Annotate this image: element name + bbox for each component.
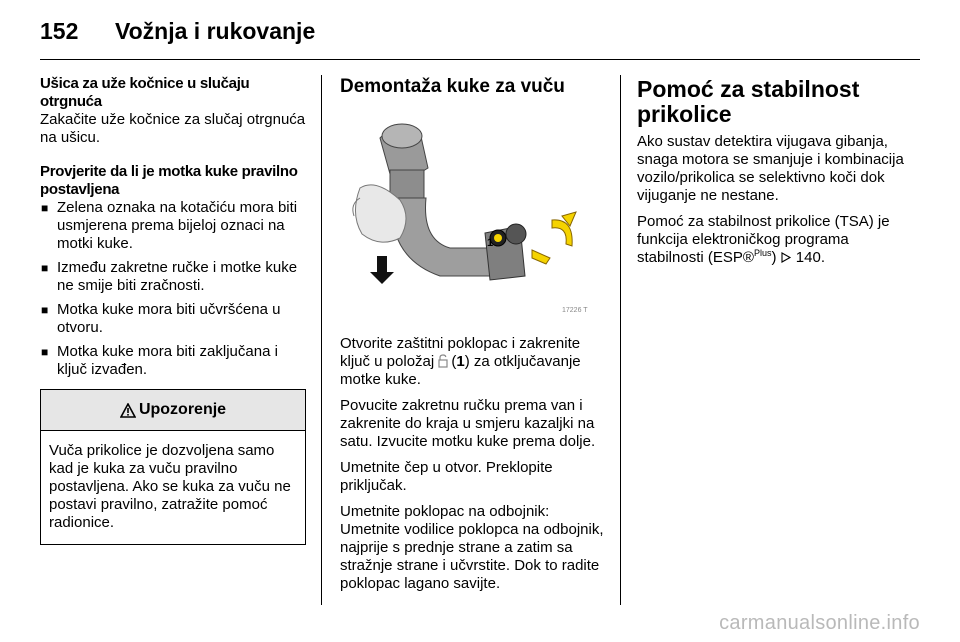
list-item: ■ Zelena oznaka na kotačiću mora biti usmjerena prema bijeloj oznaci na motki kuke. — [41, 199, 298, 252]
watermark: carmanualsonline.info — [719, 612, 920, 634]
page-number: 152 — [40, 18, 79, 44]
warning-text: Vuča prikolice je dozvoljena samo kad je kuka za vuču pravilno postavljena. Ako se kuka za vuču ne postavi pravilno, zatražite pomoć radionice. — [49, 442, 291, 531]
removal-step-1: Otvorite zaštitni poklopac i zakrenite ključ u položaj (1) za otključavanje motke kuke. — [340, 335, 581, 388]
bullet-square-icon: ■ — [41, 201, 49, 215]
column-middle — [340, 75, 606, 601]
list-item: ■ Motka kuke mora biti učvršćena u otvoru. — [41, 301, 281, 336]
list-item: ■ Motka kuke mora biti zaključana i ključ izvađen. — [41, 343, 278, 378]
unlock-icon — [438, 354, 448, 368]
check-heading: Provjerite da li je motka kuke pravilno postavljena — [40, 163, 298, 198]
towbar-illustration — [340, 108, 606, 318]
page-reference-link[interactable]: 140. — [795, 249, 825, 266]
check-list — [40, 199, 306, 379]
warning-header — [41, 390, 305, 431]
eye-heading: Ušica za uže kočnice u slučaju otrgnuća — [40, 75, 250, 110]
figure-callout: 1 — [487, 237, 494, 249]
tsa-title: Pomoć za stabilnost prikolice — [637, 76, 860, 127]
column-divider-1 — [321, 75, 322, 605]
bullet-square-icon: ■ — [41, 345, 49, 359]
warning-title: Upozorenje — [138, 401, 227, 418]
warning-box — [40, 389, 306, 545]
bullet-square-icon: ■ — [41, 303, 49, 317]
column-left — [40, 75, 306, 545]
page-reference-icon — [781, 252, 792, 263]
removal-title: Demontaža kuke za vuču — [340, 76, 565, 97]
chapter-title: Vožnja i rukovanje — [115, 18, 316, 44]
page-header — [40, 14, 920, 54]
removal-step-3: Umetnite čep u otvor. Preklopite priključak. — [340, 459, 553, 494]
column-right — [637, 75, 907, 275]
tsa-paragraph-2: Pomoć za stabilnost prikolice (TSA) je funkcija elektroničkog programa stabilnosti (ESP®$^{Plus}$) 140. — [637, 213, 890, 266]
tsa-paragraph-1: Ako sustav detektira vijugava gibanja, snaga motora se smanjuje i kombinacija vozilo/prikolica se selektivno koči dok vijuganje ne nestane. — [637, 133, 904, 204]
header-rule — [40, 59, 920, 60]
bullet-square-icon: ■ — [41, 261, 49, 275]
list-item: ■ Između zakretne ručke i motke kuke ne smije biti zračnosti. — [41, 259, 298, 294]
figure-code: 17226 T — [562, 307, 588, 314]
removal-step-2: Povucite zakretnu ručku prema van i zakrenite do kraja u smjeru kazaljki na satu. Izvucite motku kuke prema dolje. — [340, 397, 596, 450]
eye-text: Zakačite uže kočnice za slučaj otrgnuća na ušicu. — [40, 111, 306, 146]
column-divider-2 — [620, 75, 621, 605]
removal-step-4: Umetnite poklopac na odbojnik: Umetnite vodilice poklopca na odbojnik, najprije s prednje strane a zatim sa stražnje strane i učvrstite. Dok to radite poklopac lagano savijte. — [340, 503, 604, 592]
warning-triangle-icon — [120, 403, 136, 418]
